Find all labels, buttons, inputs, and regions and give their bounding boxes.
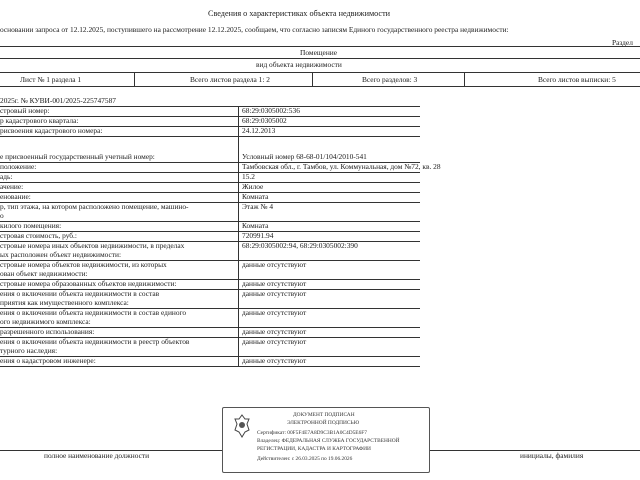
row-label-line: о bbox=[0, 211, 4, 220]
table-row bbox=[0, 153, 420, 162]
row-label bbox=[0, 357, 236, 366]
row-value: данные отсутствуют bbox=[242, 327, 307, 336]
table-row bbox=[0, 232, 420, 241]
table-row bbox=[0, 309, 420, 327]
row-value: 15.2 bbox=[242, 172, 255, 181]
row-label-line: ения о включении объекта недвижимости в реестр объектов bbox=[0, 338, 190, 346]
row-label-line: положение: bbox=[0, 163, 37, 171]
row-label-line: е присвоенный государственный учетный номер: bbox=[0, 153, 155, 161]
row-label bbox=[0, 203, 236, 221]
row-value: данные отсутствуют bbox=[242, 337, 307, 346]
table-row bbox=[0, 242, 420, 260]
row-value: 720991.94 bbox=[242, 231, 274, 240]
table-row bbox=[0, 222, 420, 231]
row-label bbox=[0, 183, 236, 192]
row-label-line: ых расположен объект недвижимости: bbox=[0, 250, 122, 259]
row-label-line: р, тип этажа, на котором расположено помещение, машино- bbox=[0, 203, 189, 211]
stamp-line: ЭЛЕКТРОННОЙ ПОДПИСЬЮ bbox=[287, 420, 360, 426]
row-value: 68:29:0305002 bbox=[242, 116, 287, 125]
row-label-line: ого недвижимого комплекса: bbox=[0, 317, 91, 326]
row-label bbox=[0, 222, 236, 231]
row-label-line: рисвоения кадастрового номера: bbox=[0, 127, 103, 135]
row-label bbox=[0, 173, 236, 182]
row-divider bbox=[0, 136, 420, 137]
row-label-line: енование: bbox=[0, 193, 31, 201]
row-label bbox=[0, 127, 236, 136]
row-divider bbox=[0, 366, 420, 367]
row-label-line: ован объект недвижимости: bbox=[0, 269, 88, 278]
row-value: Тамбовская обл., г. Тамбов, ул. Коммунальная, дом №72, кв. 28 bbox=[242, 162, 441, 171]
row-label bbox=[0, 280, 236, 289]
row-value: данные отсутствуют bbox=[242, 260, 307, 269]
row-label-line: килого помещения: bbox=[0, 222, 62, 230]
row-label-line: турного наследия: bbox=[0, 346, 58, 355]
row-value: 68:29:0305002:94, 68:29:0305002:390 bbox=[242, 241, 358, 250]
intro-text: основании запроса от 12.12.2025, поступившего на рассмотрение 12.12.2025, сообщаем, что согласно записям Единого государственного реестра недвижимости: bbox=[0, 25, 509, 34]
document-title: Сведения о характеристиках объекта недвижимости bbox=[208, 9, 391, 18]
row-value: данные отсутствуют bbox=[242, 356, 307, 365]
table-row bbox=[0, 328, 420, 337]
stamp-line: РЕГИСТРАЦИИ, КАДАСТРА И КАРТОГРАФИИ bbox=[257, 446, 371, 452]
extract-number: 2025г. № КУВИ-001/2025-225747587 bbox=[0, 96, 116, 105]
row-label bbox=[0, 232, 236, 241]
row-label-line: стровые номера объектов недвижимости, из которых bbox=[0, 261, 167, 269]
column-divider bbox=[238, 107, 239, 367]
row-label bbox=[0, 193, 236, 202]
row-label-line: ения о включении объекта недвижимости в состав единого bbox=[0, 309, 187, 317]
emblem-icon bbox=[233, 414, 251, 438]
stamp-line: Владелец: ФЕДЕРАЛЬНАЯ СЛУЖБА ГОСУДАРСТВЕННОЙ bbox=[257, 438, 400, 444]
row-value: Этаж № 4 bbox=[242, 202, 274, 211]
position-caption: полное наименование должности bbox=[44, 451, 150, 460]
row-label-line: р кадастрового квартала: bbox=[0, 117, 79, 125]
row-value: данные отсутствуют bbox=[242, 308, 307, 317]
e-signature-stamp bbox=[222, 407, 430, 473]
row-label-line: ения о включении объекта недвижимости в состав bbox=[0, 290, 160, 298]
row-label bbox=[0, 163, 236, 172]
table-row bbox=[0, 127, 420, 136]
row-label bbox=[0, 290, 236, 308]
stamp-line: Действителен: с 26.03.2025 по 19.06.2026 bbox=[257, 456, 353, 462]
table-row bbox=[0, 173, 420, 182]
row-label bbox=[0, 107, 236, 116]
row-label bbox=[0, 153, 236, 162]
row-label bbox=[0, 261, 236, 279]
table-row bbox=[0, 338, 420, 356]
row-value: Комната bbox=[242, 192, 269, 201]
table-row bbox=[0, 107, 420, 116]
row-value: Комната bbox=[242, 221, 269, 230]
sheets-in-section: Всего листов раздела 1: 2 bbox=[190, 75, 270, 84]
sheet-number: Лист № 1 раздела 1 bbox=[20, 75, 82, 84]
stamp-line: ДОКУМЕНТ ПОДПИСАН bbox=[293, 412, 355, 418]
section-label: Раздел bbox=[612, 38, 633, 47]
row-label bbox=[0, 242, 236, 260]
initials-caption: инициалы, фамилия bbox=[520, 451, 584, 460]
row-label bbox=[0, 117, 236, 126]
row-label-line: ения о кадастровом инженере: bbox=[0, 357, 96, 365]
sections-total: Всего разделов: 3 bbox=[362, 75, 418, 84]
row-label-line: ачение: bbox=[0, 183, 24, 191]
row-label bbox=[0, 338, 236, 356]
object-kind-caption: вид объекта недвижимости bbox=[256, 60, 342, 69]
table-row bbox=[0, 193, 420, 202]
table-row bbox=[0, 162, 441, 172]
table-row bbox=[0, 357, 420, 366]
table-row bbox=[0, 290, 420, 308]
table-row bbox=[0, 203, 420, 221]
row-value: Условный номер 68-68-01/104/2010-541 bbox=[242, 152, 367, 161]
row-label-line: стровые номера образованных объектов недвижимости: bbox=[0, 280, 177, 288]
object-kind: Помещение bbox=[300, 48, 338, 57]
row-label bbox=[0, 328, 236, 337]
table-row bbox=[0, 280, 420, 289]
row-value: данные отсутствуют bbox=[242, 279, 307, 288]
row-label-line: стровая стоимость, руб.: bbox=[0, 232, 77, 240]
row-value: Жилое bbox=[242, 182, 264, 191]
table-row bbox=[0, 183, 420, 192]
row-label-line: приятия как имущественного комплекса: bbox=[0, 298, 129, 307]
table-row bbox=[0, 117, 420, 126]
stamp-line: Сертификат: 00F5F4E7A8D9C3B1A0C4D5E6F7 bbox=[257, 430, 367, 436]
row-label-line: стровые номера иных объектов недвижимости, в пределах bbox=[0, 242, 185, 250]
divider bbox=[464, 72, 465, 86]
row-label-line: адь: bbox=[0, 173, 13, 181]
extract-sheets-total: Всего листов выписки: 5 bbox=[538, 75, 616, 84]
table-row bbox=[0, 261, 420, 279]
row-label bbox=[0, 309, 236, 327]
row-label-line: разрешенного использования: bbox=[0, 328, 95, 336]
row-value: 24.12.2013 bbox=[242, 126, 276, 135]
row-label-line: стровый номер: bbox=[0, 107, 50, 115]
row-value: данные отсутствуют bbox=[242, 289, 307, 298]
row-value: 68:29:0305002:536 bbox=[242, 106, 300, 115]
